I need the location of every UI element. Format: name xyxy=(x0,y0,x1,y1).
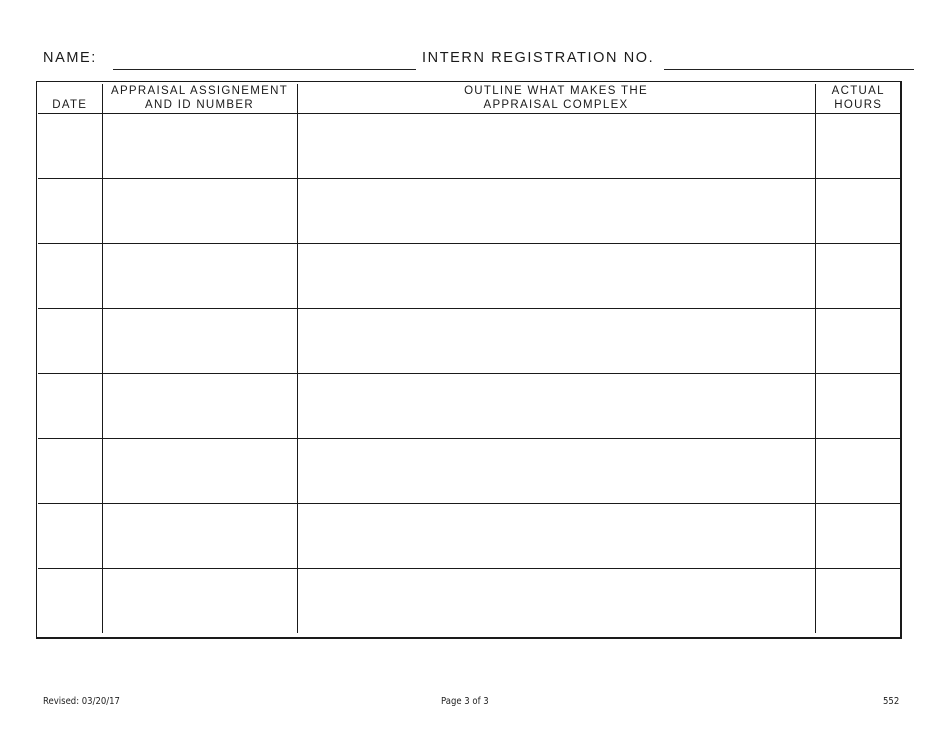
table-body xyxy=(38,114,901,634)
assignment-cell[interactable] xyxy=(102,374,297,439)
column-header-actual-hours xyxy=(815,84,901,114)
header-line: APPRAISAL COMPLEX xyxy=(483,99,629,111)
hours-cell[interactable] xyxy=(815,244,901,309)
date-cell[interactable] xyxy=(38,439,102,504)
assignment-cell[interactable] xyxy=(102,569,297,634)
date-cell[interactable] xyxy=(38,374,102,439)
assignment-cell[interactable] xyxy=(102,179,297,244)
table-row xyxy=(38,309,901,374)
assignment-cell[interactable] xyxy=(102,114,297,179)
hours-cell[interactable] xyxy=(815,439,901,504)
date-cell[interactable] xyxy=(38,504,102,569)
form-number: 552 xyxy=(883,696,900,707)
outline-cell[interactable] xyxy=(297,569,815,634)
hours-cell[interactable] xyxy=(815,569,901,634)
page-number: Page 3 of 3 xyxy=(441,696,489,707)
header-line: OUTLINE WHAT MAKES THE xyxy=(464,85,648,97)
hours-cell[interactable] xyxy=(815,114,901,179)
name-label: NAME: xyxy=(43,50,97,66)
outline-cell[interactable] xyxy=(297,244,815,309)
date-cell[interactable] xyxy=(38,179,102,244)
outline-cell[interactable] xyxy=(297,374,815,439)
registration-number-label: INTERN REGISTRATION NO. xyxy=(422,50,655,66)
assignment-cell[interactable] xyxy=(102,244,297,309)
assignment-cell[interactable] xyxy=(102,504,297,569)
header-line: ACTUAL xyxy=(831,85,885,97)
hours-cell[interactable] xyxy=(815,179,901,244)
revised-date: Revised: 03/20/17 xyxy=(43,696,120,707)
header-line: DATE xyxy=(52,99,88,111)
column-header-date xyxy=(38,84,102,114)
header-line: AND ID NUMBER xyxy=(145,99,254,111)
outline-cell[interactable] xyxy=(297,439,815,504)
outline-cell[interactable] xyxy=(297,504,815,569)
header-line: APPRAISAL ASSIGNEMENT xyxy=(110,85,289,97)
assignment-cell[interactable] xyxy=(102,309,297,374)
assignment-cell[interactable] xyxy=(102,439,297,504)
outline-cell[interactable] xyxy=(297,114,815,179)
outline-cell[interactable] xyxy=(297,179,815,244)
table-row xyxy=(38,244,901,309)
column-header-outline xyxy=(297,84,815,114)
table-row xyxy=(38,374,901,439)
date-cell[interactable] xyxy=(38,244,102,309)
table-row xyxy=(38,179,901,244)
table-row xyxy=(38,569,901,634)
appraisal-log-table xyxy=(36,81,902,639)
header-line: HOURS xyxy=(834,99,883,111)
table-row xyxy=(38,504,901,569)
table-header-row xyxy=(38,84,901,114)
table-row xyxy=(38,114,901,179)
hours-cell[interactable] xyxy=(815,374,901,439)
column-header-assignment xyxy=(102,84,297,114)
date-cell[interactable] xyxy=(38,569,102,634)
hours-cell[interactable] xyxy=(815,504,901,569)
name-field[interactable] xyxy=(113,69,416,70)
registration-number-field[interactable] xyxy=(664,69,914,70)
hours-cell[interactable] xyxy=(815,309,901,374)
table-row xyxy=(38,439,901,504)
date-cell[interactable] xyxy=(38,114,102,179)
date-cell[interactable] xyxy=(38,309,102,374)
outline-cell[interactable] xyxy=(297,309,815,374)
